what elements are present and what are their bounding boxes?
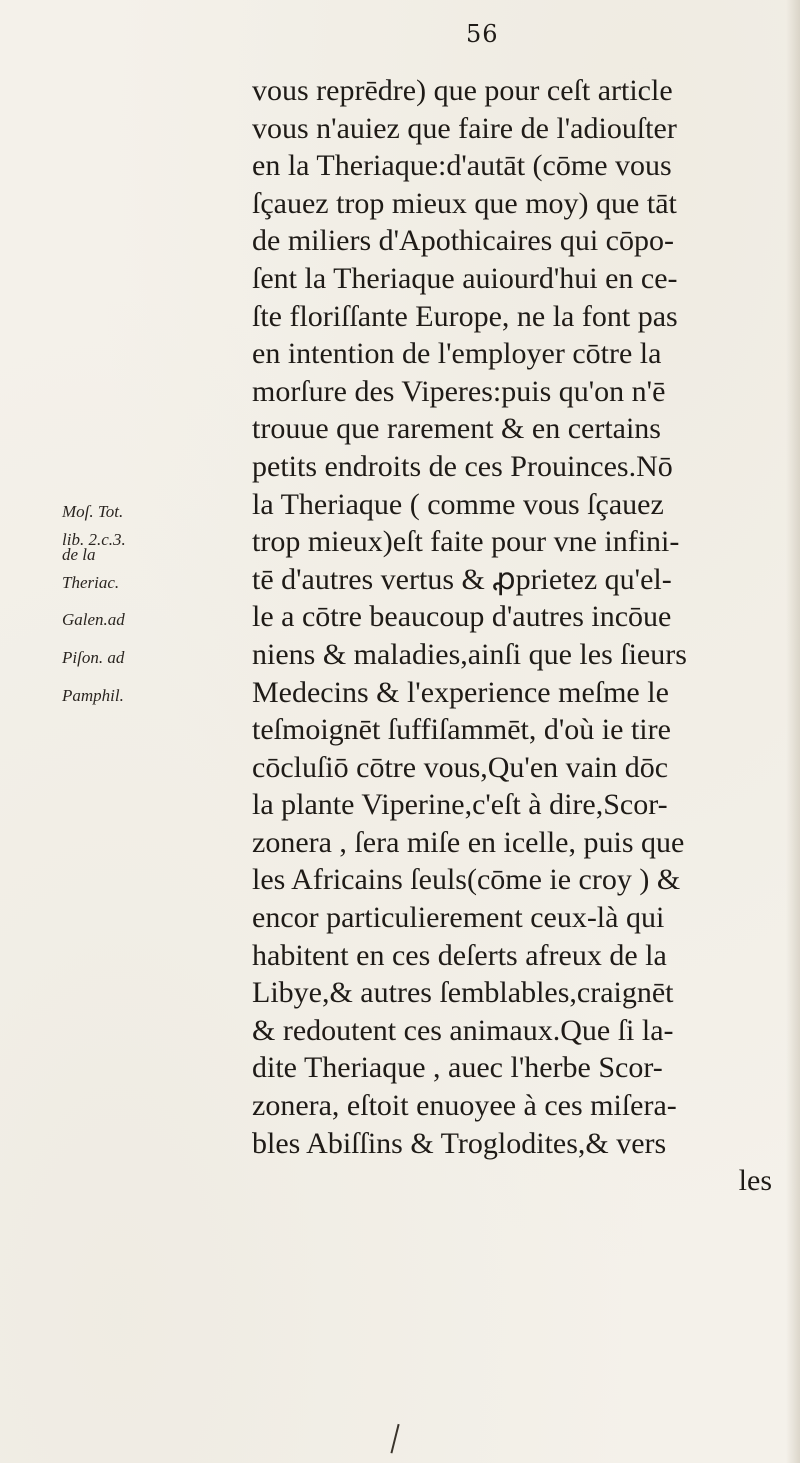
margin-note: Piſon. ad <box>62 647 125 667</box>
text-line: ſçauez trop mieux que moy) que tāt <box>252 186 677 220</box>
text-line: & redoutent ces animaux.Que ſi la- <box>252 1013 674 1047</box>
margin-note: Theriac. <box>62 572 120 592</box>
text-line: habitent en ces deſerts afreux de la <box>252 938 667 972</box>
text-line: Libye,& autres ſemblables,craignēt <box>252 976 674 1010</box>
text-line: teſmoignēt ſuffiſammēt, d'où ie tire <box>252 713 671 747</box>
margin-note: lib. 2.c.3. <box>62 529 126 549</box>
text-line: en intention de l'employer cōtre la <box>252 337 662 371</box>
page-number: 56 <box>466 20 499 48</box>
text-line: la plante Viperine,c'eſt à dire,Scor- <box>252 788 668 822</box>
text-line: tē d'autres vertus & ꝓprietez qu'el- <box>252 562 672 596</box>
text-line: de miliers d'Apothicaires qui cōpo- <box>252 224 674 258</box>
text-line: zonera , ſera miſe en icelle, puis que <box>252 825 685 859</box>
text-line: en la Theriaque:d'autāt (cōme vous <box>252 149 672 183</box>
margin-note: de la <box>62 545 96 565</box>
text-line: cōcluſiō cōtre vous,Qu'en vain dōc <box>252 750 669 784</box>
ink-mark <box>390 1424 402 1454</box>
text-line: le a cōtre beaucoup d'autres incōue <box>252 600 672 634</box>
margin-notes <box>62 493 247 714</box>
page-edge-shadow <box>786 0 800 1463</box>
text-line: dite Theriaque , auec l'herbe Scor- <box>252 1051 663 1085</box>
text-line: vous n'auiez que faire de l'adiouſter <box>252 111 677 145</box>
text-line: trouue que rarement & en certains <box>252 412 661 446</box>
margin-note: Moſ. Tot. <box>62 502 124 521</box>
catchword: les <box>738 1164 772 1198</box>
text-line: niens & maladies,ainſi que les ſieurs <box>252 637 687 671</box>
body-text <box>252 72 772 1200</box>
text-line: les Africains ſeuls(cōme ie croy ) & <box>252 863 681 897</box>
text-line: zonera, eſtoit enuoyee à ces miſera- <box>252 1089 677 1123</box>
text-line: vous reprēdre) que pour ceſt article <box>252 74 673 107</box>
text-line: morſure des Viperes:puis qu'on n'ē <box>252 374 666 408</box>
text-line: ſent la Theriaque auiourd'hui en ce- <box>252 261 678 295</box>
text-line: Medecins & l'experience meſme le <box>252 675 669 709</box>
text-line: trop mieux)eſt faite pour vne infini- <box>252 525 680 559</box>
text-line: petits endroits de ces Prouinces.Nō <box>252 449 673 483</box>
text-line: ſte floriſſante Europe, ne la font pas <box>252 299 678 333</box>
margin-note: Galen.ad <box>62 610 125 630</box>
margin-note: Pamphil. <box>62 685 124 705</box>
text-line: encor particulierement ceux-là qui <box>252 901 665 935</box>
text-line: la Theriaque ( comme vous ſçauez <box>252 487 664 521</box>
text-line: bles Abiſſins & Troglodites,& vers <box>252 1126 667 1160</box>
